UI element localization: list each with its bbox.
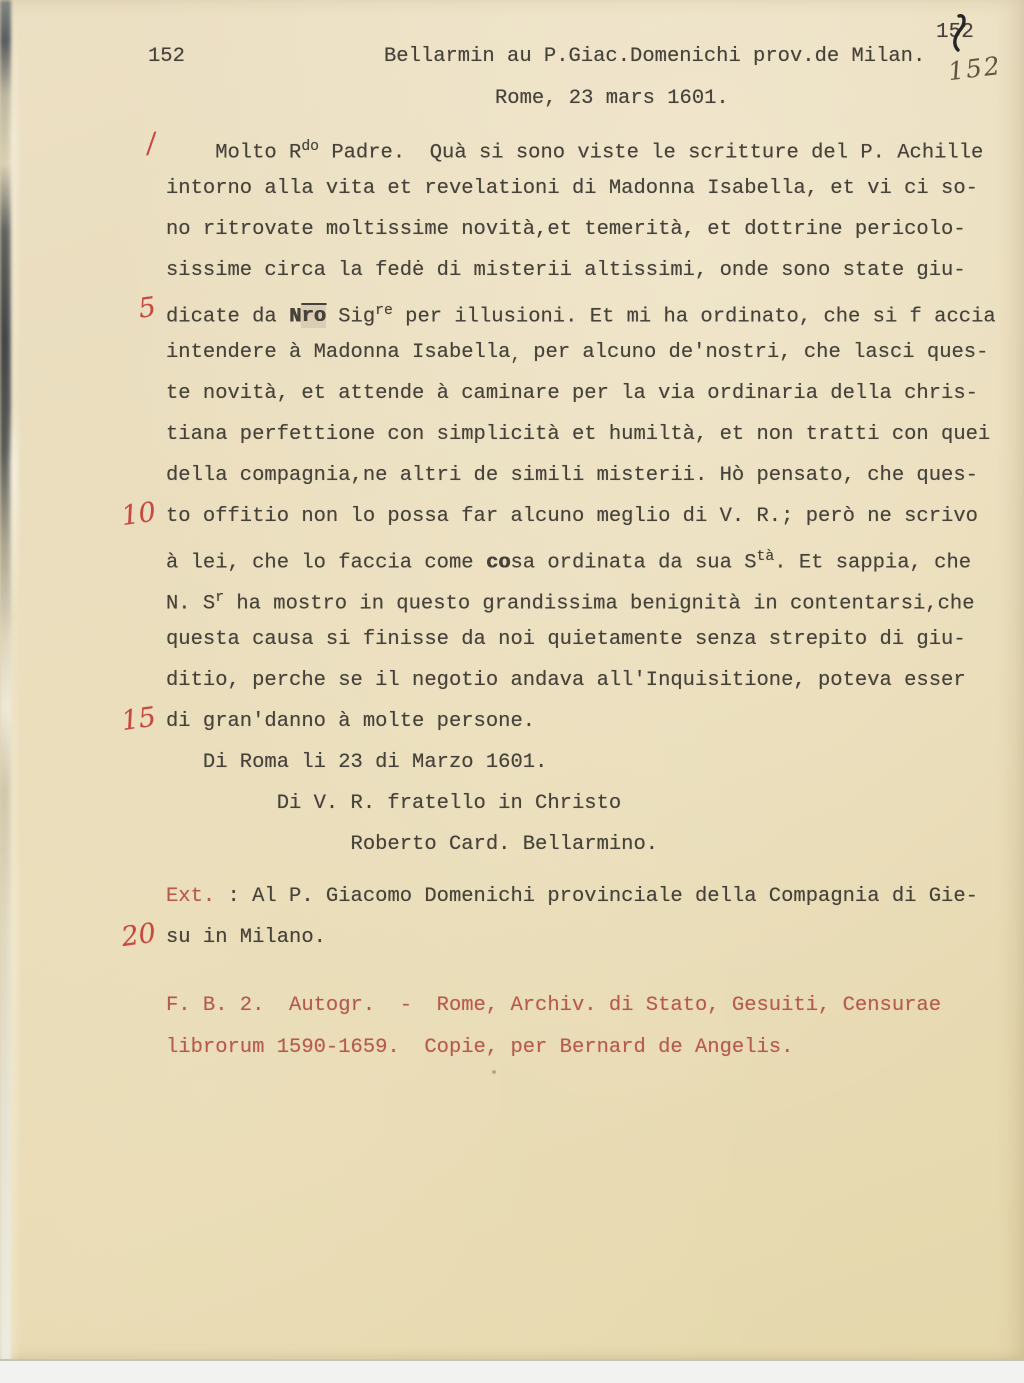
handwritten-line-number: 20 [119, 917, 158, 954]
typed-line [166, 701, 1012, 742]
corner-handwritten-page-number: 152 [946, 50, 1004, 87]
typed-line [166, 168, 1012, 209]
typed-line [166, 917, 1012, 958]
typed-red-text: Ext. [166, 885, 216, 908]
archival-reference-line: librorum 1590-1659. Copie, per Bernard de Angelis. [166, 1036, 794, 1059]
archival-reference-line: F. B. 2. Autogr. - Rome, Archiv. di Stato, Gesuiti, Censurae [166, 994, 942, 1017]
archival-reference-block [166, 985, 941, 1069]
typed-text: : Al P. Giacomo Domenichi provinciale della Compagnia di Gie- [215, 885, 978, 908]
typed-line [166, 332, 1012, 373]
typed-text: della compagnia,ne altri de simili misterii. Hò pensato, che ques- [166, 464, 978, 487]
typed-line [166, 250, 1012, 291]
typed-line [166, 209, 1012, 250]
typed-text: tà [756, 549, 775, 565]
typed-text: tiana perfettione con simplicità et humiltà, et non tratti con quei [166, 423, 991, 446]
page-number: 152 [148, 45, 185, 68]
typed-text: Padre. Quà si sono viste le scritture del P. Achille [319, 141, 984, 165]
typed-line [166, 742, 1012, 783]
paper-speck [492, 1070, 496, 1074]
typed-text: ditio, perche se il negotio andava all'Inquisitione, poteva esser [166, 669, 966, 692]
typed-text: N. S [166, 592, 216, 616]
typed-line [166, 127, 1012, 168]
typed-text: to offitio non lo possa far alcuno meglio di V. R.; però ne scrivo [166, 505, 978, 528]
typed-line [166, 537, 1012, 578]
typed-text: Sig [325, 305, 376, 329]
typed-text: no ritrovate moltissime novità,et temerità, et dottrine pericolo- [166, 218, 966, 241]
typed-text: su in Milano. [166, 926, 326, 949]
typed-text: questa causa si finisse da noi quietamente senza strepito di giu- [166, 628, 966, 651]
scan-background-strip [0, 1359, 1024, 1383]
corner-typed-page-number: 152 [936, 21, 974, 44]
typed-line [166, 373, 1012, 414]
typed-text: dicate da [166, 305, 290, 329]
typed-text: $\overline{ro}$ [301, 305, 326, 329]
letter-header-date: Rome, 23 mars 1601. [495, 87, 729, 110]
typed-text: do [301, 139, 320, 155]
torn-left-edge-highlight [9, 0, 18, 1361]
typed-text: per alcuno de'nostri, che lasci ques- [520, 341, 989, 364]
handwritten-line-number: / [144, 127, 158, 160]
typed-text: intorno alla vita et revelationi di Madonna Isabella, et vi ci so- [166, 177, 978, 200]
typed-text: re [375, 303, 393, 319]
typed-line [166, 660, 1012, 701]
typed-text: . Et sappia, che [774, 551, 972, 575]
typed-line [166, 291, 1012, 332]
typed-text: co [485, 551, 511, 575]
letter-body [166, 127, 1012, 958]
typed-line [166, 578, 1012, 619]
typed-line [166, 414, 1012, 455]
letter-header-title: Bellarmin au P.Giac.Domenichi prov.de Milan. [384, 45, 926, 68]
typed-text: r [215, 590, 225, 606]
typed-text: intendere à Madonna Isabella [166, 341, 511, 364]
handwritten-line-number: 5 [136, 291, 158, 325]
typed-text: N [289, 305, 302, 329]
typed-text: di gran'danno à molte persone. [166, 710, 536, 733]
typed-text: te novità, et attende à caminare per la via ordinaria della chris- [166, 382, 978, 405]
typed-line [166, 783, 1012, 824]
typed-line [166, 619, 1012, 660]
typed-text: à lei, che lo faccia come [166, 551, 486, 575]
typed-text: Roberto Card. Bellarmino. [166, 833, 659, 856]
typed-line [166, 824, 1012, 865]
typed-text: Di V. R. fratello in Christo [166, 792, 622, 815]
typed-line [166, 496, 1012, 537]
typed-text: sissime circa la fedė di misterii altissimi, onde sono state giu- [166, 259, 966, 282]
typed-text: , [510, 346, 521, 367]
typed-text: per illusioni. Et mi ha ordinato, che si f accia [392, 305, 996, 329]
handwritten-line-number: 15 [119, 701, 158, 738]
typed-line [166, 455, 1012, 496]
typed-text: sa ordinata da sua S [510, 551, 757, 575]
typed-line [166, 876, 1012, 917]
handwritten-line-number: 10 [119, 496, 158, 533]
typed-text: Molto R [166, 141, 302, 165]
typed-text: Di Roma li 23 di Marzo 1601. [166, 751, 548, 774]
typed-text: ha mostro in questo grandissima benignità in contentarsi,che [224, 592, 975, 616]
